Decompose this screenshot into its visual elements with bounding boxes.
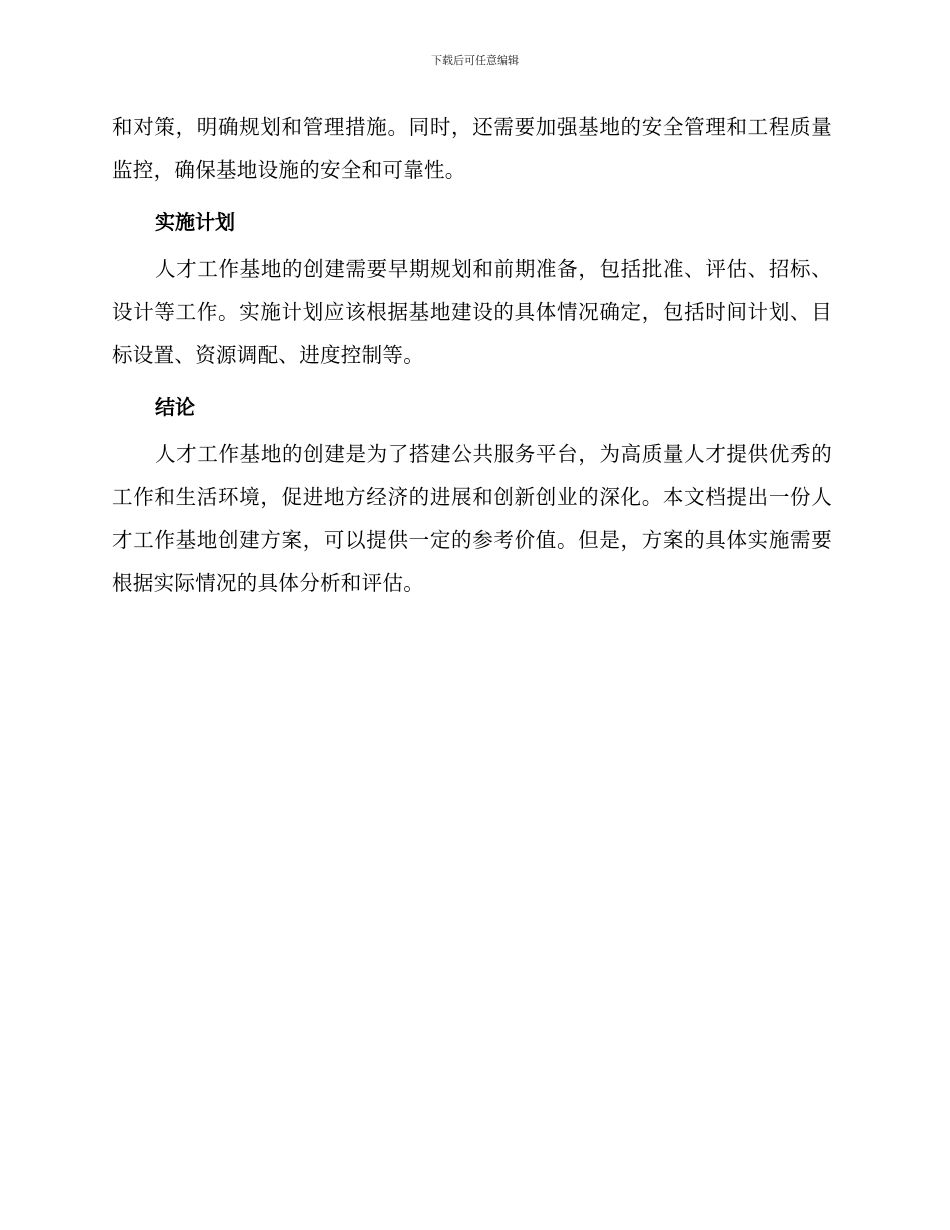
intro-paragraph: 和对策，明确规划和管理措施。同时，还需要加强基地的安全管理和工程质量监控，确保基地设施的安全和可靠性。: [112, 115, 832, 182]
page-header-note: 下载后可任意编辑: [431, 54, 519, 67]
conclusion-paragraph: 人才工作基地的创建是为了搭建公共服务平台，为高质量人才提供优秀的工作和生活环境，促进地方经济的进展和创新创业的深化。本文档提出一份人才工作基地创建方案，可以提供一定的参考价值。但是，方案的具体实施需要根据实际情况的具体分析和评估。: [112, 442, 832, 595]
implementation-plan-paragraph: 人才工作基地的创建需要早期规划和前期准备，包括批准、评估、招标、设计等工作。实施计划应该根据基地建设的具体情况确定，包括时间计划、目标设置、资源调配、进度控制等。: [112, 257, 832, 367]
document-body: [112, 106, 832, 605]
section-heading-conclusion: 结论: [155, 395, 195, 419]
section-heading-implementation-plan: 实施计划: [155, 210, 235, 234]
